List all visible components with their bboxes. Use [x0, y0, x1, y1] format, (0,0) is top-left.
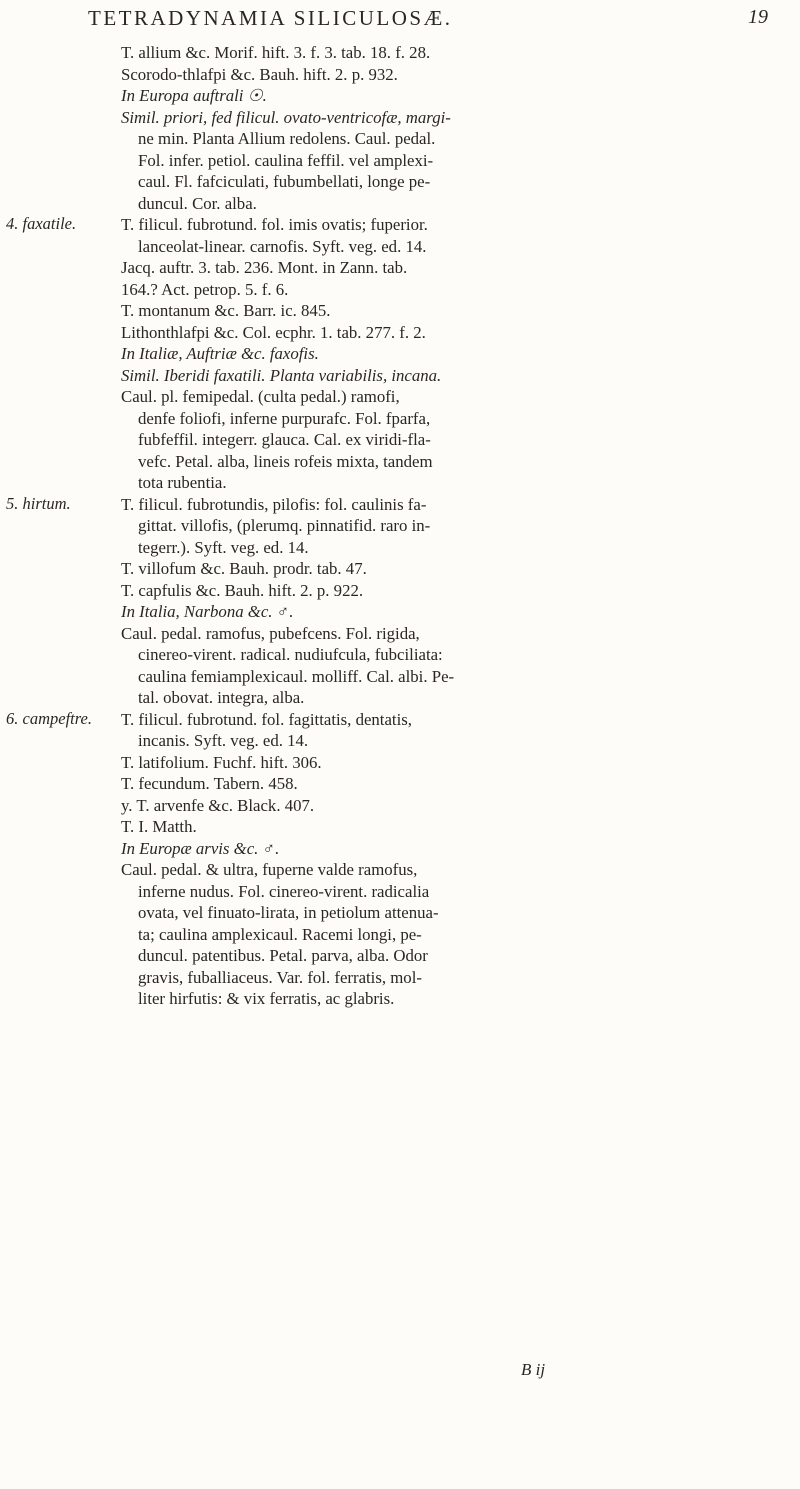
text-line: ta; caulina amplexicaul. Racemi longi, pe- — [138, 924, 422, 944]
text-line: tegerr.). Syft. veg. ed. 14. — [138, 537, 309, 557]
text-line: incanis. Syft. veg. ed. 14. — [138, 731, 309, 750]
text-line: T. allium &c. Morif. hift. 3. f. 3. tab. 18. f. 28. — [121, 43, 431, 62]
text-line: T. latifolium. Fuchf. hift. 306. — [121, 752, 322, 772]
text-line: Caul. pedal. ramofus, pubefcens. Fol. rigida, — [121, 623, 420, 643]
text-line: T. filicul. fubrotund. fol. fagittatis, dentatis, — [121, 709, 412, 729]
text-line: Jacq. auftr. 3. tab. 236. Mont. in Zann. tab. — [121, 258, 408, 277]
species-margin-label: 5. hirtum. — [6, 493, 71, 513]
text-line: caul. Fl. fafciculati, fubumbellati, longe pe- — [138, 172, 431, 191]
page-number: 19 — [748, 6, 768, 28]
text-line: caulina femiamplexicaul. molliff. Cal. albi. Pe- — [138, 666, 455, 686]
species-margin-label: 4. faxatile. — [6, 214, 77, 233]
text-line: T. villofum &c. Bauh. prodr. tab. 47. — [121, 559, 367, 578]
text-line: tota rubentia. — [138, 473, 227, 492]
running-head: TETRADYNAMIA SILICULOSÆ. — [88, 6, 453, 30]
text-line: ovata, vel finuato-lirata, in petiolum attenua- — [138, 903, 439, 922]
text-line: vefc. Petal. alba, lineis rofeis mixta, tandem — [138, 451, 433, 471]
species-entry — [0, 709, 800, 1010]
signature-mark: B ij — [521, 1360, 546, 1379]
species-entry — [0, 42, 800, 214]
text-line: fubfeffil. integerr. glauca. Cal. ex viridi-fla- — [138, 430, 431, 449]
text-line: In Italiæ, Auftriæ &c. faxofis. — [121, 344, 319, 363]
text-line: y. T. arvenfe &c. Black. 407. — [121, 795, 315, 815]
text-line: Lithonthlafpi &c. Col. ecphr. 1. tab. 277. f. 2. — [121, 322, 426, 342]
text-line: Caul. pl. femipedal. (culta pedal.) ramofi, — [121, 387, 400, 406]
text-line: liter hirfutis: & vix ferratis, ac glabris. — [138, 989, 395, 1008]
text-line: tal. obovat. integra, alba. — [138, 688, 305, 707]
text-line: Simil. priori, fed filicul. ovato-ventricofæ, margi- — [121, 107, 451, 127]
text-line: T. filicul. fubrotund. fol. imis ovatis; fuperior. — [121, 215, 428, 234]
text-line: inferne nudus. Fol. cinereo-virent. radicalia — [138, 881, 430, 901]
text-line: T. fecundum. Tabern. 458. — [121, 774, 298, 793]
text-line: T. filicul. fubrotundis, pilofis: fol. caulinis fa- — [121, 494, 427, 514]
text-line: T. capfulis &c. Bauh. hift. 2. p. 922. — [121, 580, 364, 600]
text-line: ne min. Planta Allium redolens. Caul. pedal. — [138, 129, 436, 148]
text-line: Fol. infer. petiol. caulina feffil. vel amplexi- — [138, 150, 434, 170]
text-line: denfe foliofi, inferne purpurafc. Fol. fparfa, — [138, 408, 431, 428]
text-line: gittat. villofis, (plerumq. pinnatifid. raro in- — [138, 516, 431, 535]
text-line: 164.? Act. petrop. 5. f. 6. — [121, 279, 289, 299]
species-entry — [0, 214, 800, 494]
text-line: lanceolat-linear. carnofis. Syft. veg. ed. 14. — [138, 236, 427, 256]
text-line: In Europæ arvis &c. ♂. — [121, 838, 280, 858]
text-line: gravis, fuballiaceus. Var. fol. ferratis, mol- — [138, 967, 422, 987]
text-line: Scorodo-thlafpi &c. Bauh. hift. 2. p. 932. — [121, 64, 398, 84]
page-body — [0, 42, 800, 1010]
text-line: cinereo-virent. radical. nudiufcula, fubciliata: — [138, 645, 443, 664]
text-line: In Europa auftrali ☉. — [121, 86, 267, 105]
text-line: Simil. Iberidi faxatili. Planta variabilis, incana. — [121, 365, 442, 385]
text-line: duncul. patentibus. Petal. parva, alba. Odor — [138, 946, 428, 965]
text-line: duncul. Cor. alba. — [138, 193, 257, 213]
text-line: T. montanum &c. Barr. ic. 845. — [121, 301, 331, 320]
species-entry — [0, 494, 800, 709]
text-line: T. I. Matth. — [121, 817, 197, 836]
page-header — [88, 6, 768, 36]
text-line: Caul. pedal. & ultra, fuperne valde ramofus, — [121, 860, 418, 879]
species-margin-label: 6. campeftre. — [6, 708, 92, 728]
text-line: In Italia, Narbona &c. ♂. — [121, 602, 294, 621]
